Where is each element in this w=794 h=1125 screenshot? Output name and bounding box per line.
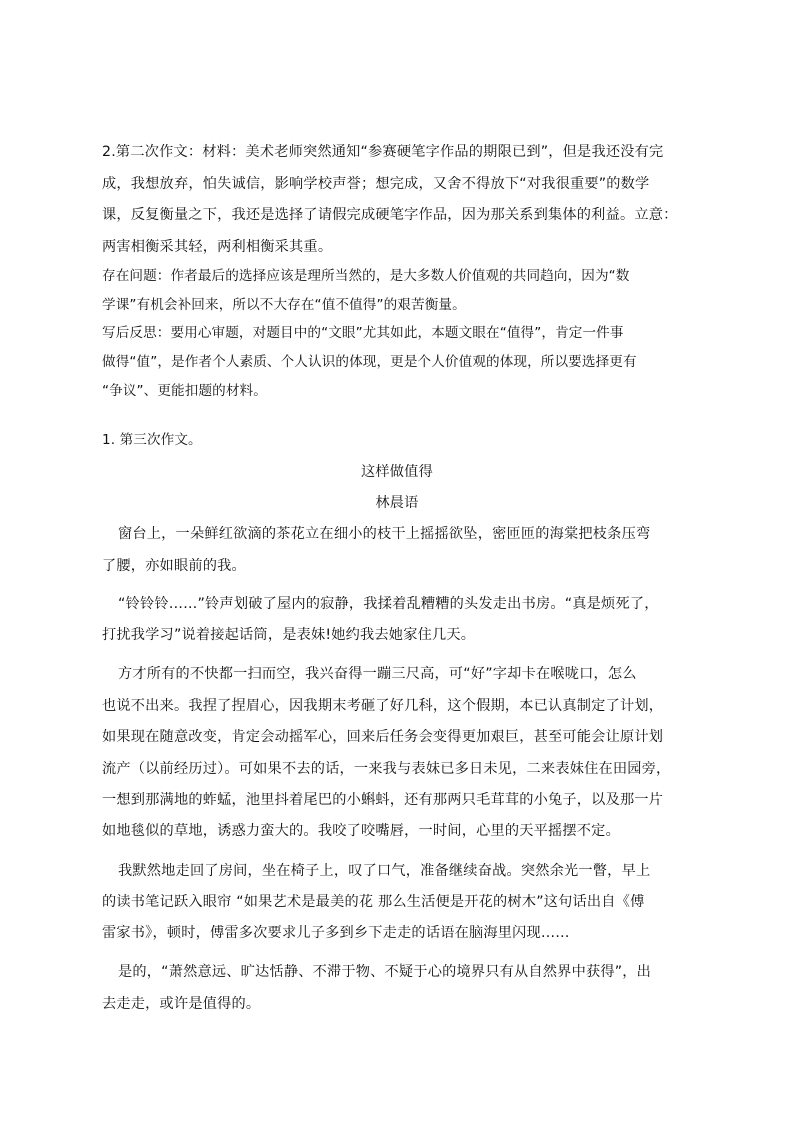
paragraph-3-line-5: 一想到那满地的蚱蜢，池里抖着尾巴的小蝌蚪，还有那两只毛茸茸的小兔子，以及那一片 bbox=[102, 792, 664, 808]
paragraph-4-line-1: 我默然地走回了房间，坐在椅子上，叹了口气，准备继续奋战。突然余光一瞥，早上 bbox=[118, 863, 651, 879]
section2-line-1: 2.第二次作文：材料：美术老师突然通知“参赛硬笔字作品的期限已到”，但是我还没有完 bbox=[102, 144, 664, 160]
essay-author: 林晨语 bbox=[375, 495, 419, 511]
paragraph-3-line-4: 流产（以前经历过）。可如果不去的话，一来我与表妹已多日未见，二来表妹住在田园旁， bbox=[102, 761, 671, 777]
paragraph-4-line-2: 的读书笔记跃入眼帘 “如果艺术是最美的花 那么生活便是开花的树木”这句话出自《傅 bbox=[102, 894, 645, 910]
paragraph-1-line-2: 了腰，亦如眼前的我。 bbox=[102, 558, 246, 574]
reflection-line-3: “争议”、更能扣题的材料。 bbox=[102, 383, 267, 399]
paragraph-3-line-2: 也说不出来。我捏了捏眉心，因我期末考砸了好几科，这个假期，本已认真制定了计划， bbox=[102, 698, 664, 714]
paragraph-5-line-2: 去走走，或许是值得的。 bbox=[102, 996, 261, 1012]
paragraph-3-line-1: 方才所有的不快都一扫而空，我兴奋得一蹦三尺高，可“好”字却卡在喉咙口，怎么 bbox=[118, 666, 637, 682]
paragraph-1-line-1: 窗台上，一朵鲜红欲滴的茶花立在细小的枝干上摇摇欲坠，密匝匝的海棠把枝条压弯 bbox=[118, 526, 651, 542]
section3-heading: 1. 第三次作文。 bbox=[102, 432, 202, 448]
problem-line-2: 学课”有机会补回来，所以不大存在“值不值得”的艰苦衡量。 bbox=[102, 297, 466, 313]
paragraph-5-line-1: 是的，“萧然意远、旷达恬静、不滞于物、不疑于心的境界只有从自然界中获得”，出 bbox=[118, 964, 652, 980]
paragraph-3-line-6: 如地毯似的草地，诱惑力蛮大的。我咬了咬嘴唇，一时间，心里的天平摇摆不定。 bbox=[102, 823, 620, 839]
section2-line-2: 成，我想放弃，怕失诚信，影响学校声誉；想完成，又舍不得放下“对我很重要”的数学 bbox=[102, 176, 650, 192]
paragraph-2-line-1: “铃铃铃……”铃声划破了屋内的寂静，我揉着乱糟糟的头发走出书房。“真是烦死了， bbox=[118, 596, 659, 612]
essay-title: 这样做值得 bbox=[361, 464, 433, 480]
paragraph-4-line-3: 雷家书》，顿时，傅雷多次要求儿子多到乡下走走的话语在脑海里闪现…… bbox=[102, 925, 570, 941]
section2-line-4: 两害相衡采其轻，两利相衡采其重。 bbox=[102, 239, 333, 255]
reflection-line-2: 做得“值”，是作者个人素质、个人认识的体现，更是个人价值观的体现，所以要选择更有 bbox=[102, 354, 637, 370]
problem-line-1: 存在问题：作者最后的选择应该是理所当然的，是大多数人价值观的共同趋向，因为“数 bbox=[102, 268, 630, 284]
section2-line-3: 课，反复衡量之下，我还是选择了请假完成硬笔字作品，因为那关系到集体的利益。立意： bbox=[102, 207, 678, 223]
reflection-line-1: 写后反思：要用心审题，对题目中的“文眼”尤其如此，本题文眼在“值得”，肯定一件事 bbox=[102, 325, 624, 341]
paragraph-3-line-3: 如果现在随意改变，肯定会动摇军心，回来后任务会变得更加艰巨，甚至可能会让原计划 bbox=[102, 729, 664, 745]
paragraph-2-line-2: 打扰我学习”说着接起话筒，是表妹!她约我去她家住几天。 bbox=[102, 627, 476, 643]
